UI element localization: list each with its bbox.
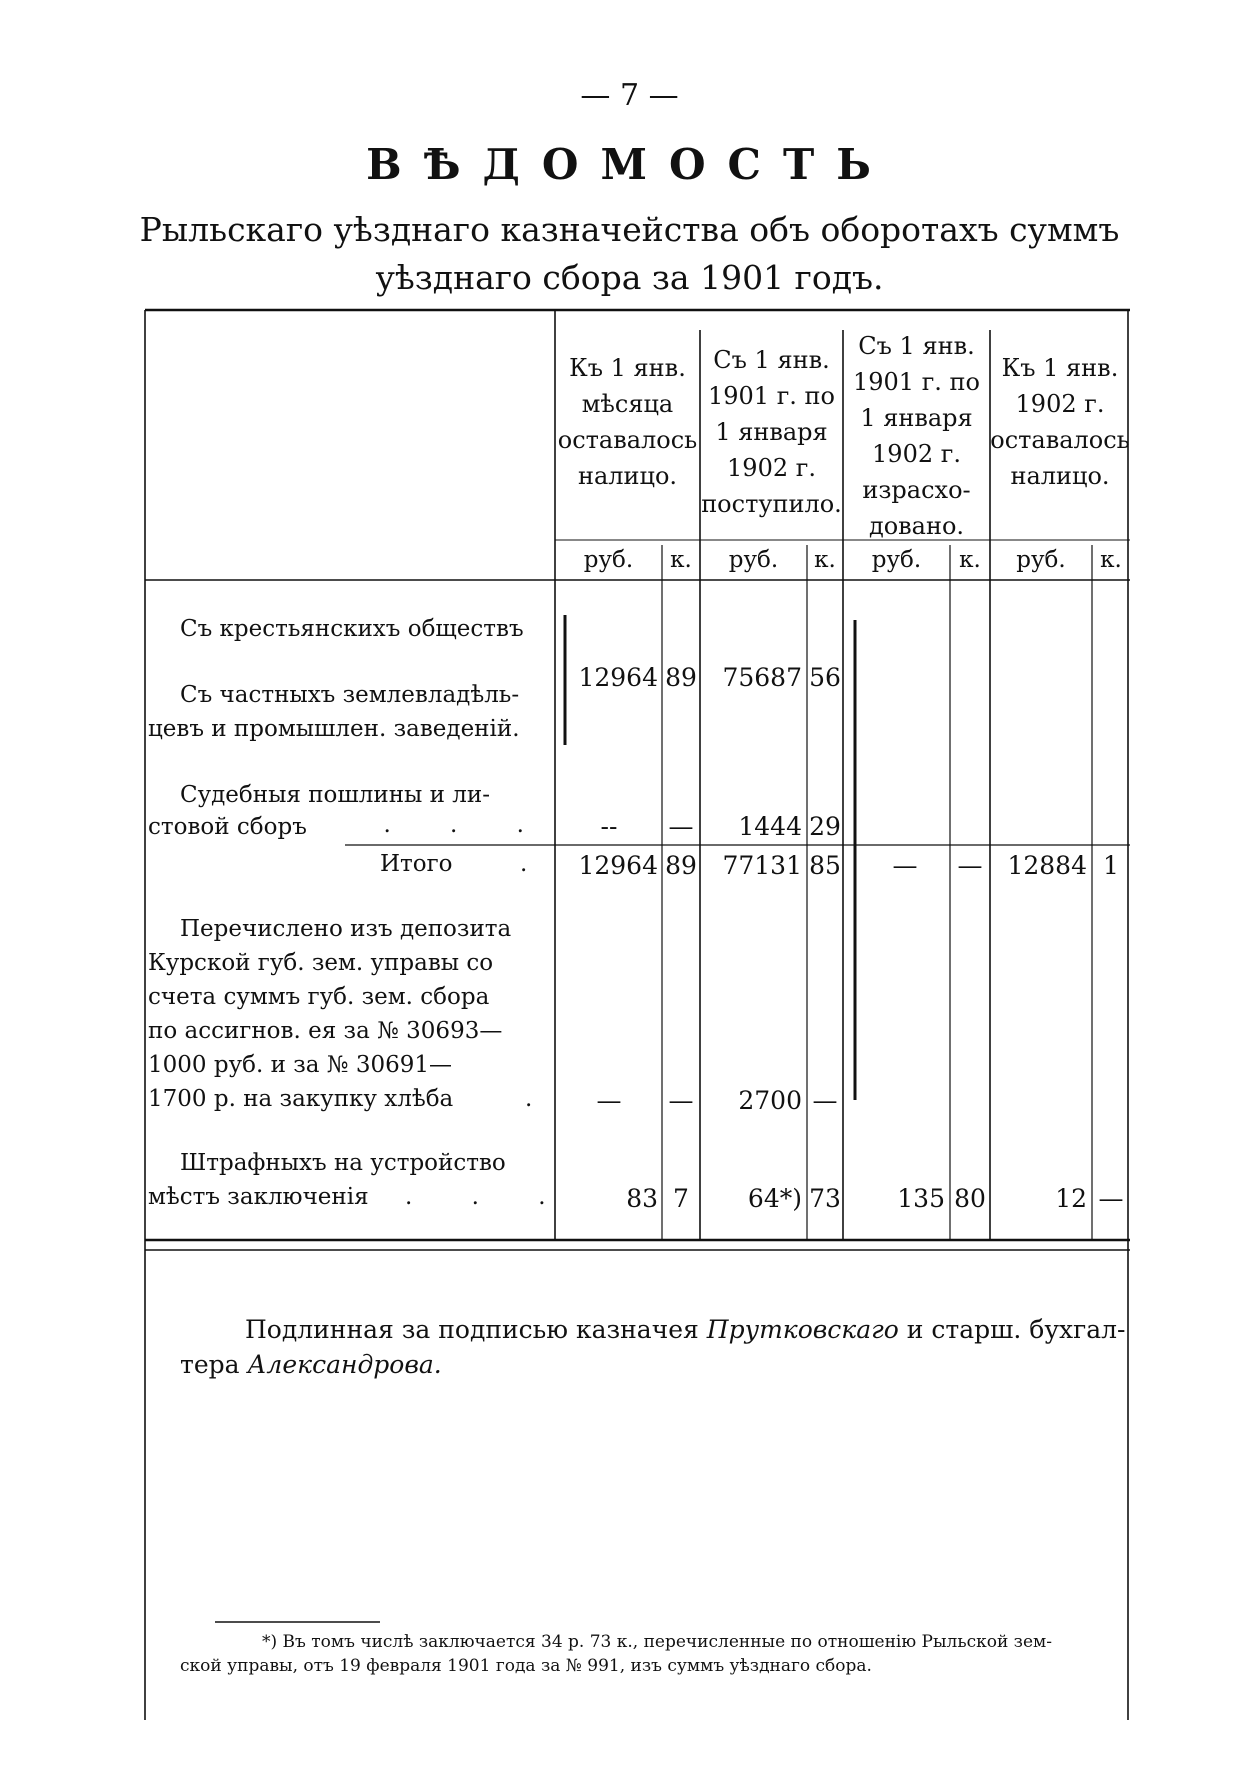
row-label-court-1: Судебныя пошлины и ли- — [180, 782, 491, 808]
unit-rub-col-4: руб. — [1016, 547, 1066, 573]
cell-transfer-c2-kop: — — [812, 1086, 838, 1115]
note-line-2: тера Александрова. — [180, 1350, 442, 1379]
cell-total-c2-rub: 77131 — [722, 851, 802, 880]
cell-fines-c3-kop: 80 — [954, 1184, 986, 1213]
cell-total-c2-kop: 85 — [809, 851, 841, 880]
row-transfer-dots: . — [525, 1086, 533, 1112]
row-label-transfer-5: 1000 руб. и за № 30691— — [148, 1052, 453, 1078]
cell-total-c1-kop: 89 — [665, 851, 697, 880]
cell-court-c2-rub: 1444 — [738, 812, 802, 841]
unit-kop-col-1: к. — [670, 547, 692, 573]
cell-total-c3-kop: — — [957, 851, 983, 880]
header-col-2: Съ 1 янв. 1901 г. по 1 января 1902 г. поступило. — [701, 346, 842, 518]
row-label-peasant: Съ крестьянскихъ обществъ — [180, 616, 524, 642]
cell-fines-c2-rub: 64*) — [747, 1184, 802, 1213]
cell-court-c1-kop: — — [668, 812, 694, 841]
unit-kop-col-4: к. — [1100, 547, 1122, 573]
row-label-private-1: Съ частныхъ землевладѣль- — [180, 682, 520, 708]
row-label-transfer-3: счета суммъ губ. зем. сбора — [148, 984, 490, 1010]
page-number: — 7 — — [580, 78, 679, 113]
cell-transfer-c1-kop: — — [668, 1086, 694, 1115]
cell-fines-c2-kop: 73 — [809, 1184, 841, 1213]
row-fines-dots: . . . — [405, 1184, 572, 1210]
cell-total-c4-kop: 1 — [1103, 851, 1119, 880]
row-label-fines-1: Штрафныхъ на устройство — [180, 1150, 506, 1176]
unit-rub-col-3: руб. — [871, 547, 922, 573]
subtitle-line-1: Рыльскаго уѣзднаго казначейства объ оборотахъ суммъ — [139, 210, 1120, 249]
footnote-line-1: *) Въ томъ числѣ заключается 34 р. 73 к., перечисленные по отношенію Рыльской зем- — [262, 1632, 1052, 1652]
header-col-3: Съ 1 янв. 1901 г. по 1 января 1902 г. израсхо- довано. — [853, 332, 980, 540]
cell-court-c1-rub: -- — [600, 812, 618, 841]
cell-combined-c2-rub: 75687 — [722, 663, 802, 692]
row-label-fines-2: мѣстъ заключенія — [148, 1184, 369, 1210]
treasurer-name: Прутковскаго — [706, 1315, 899, 1344]
document-title: ВѢДОМОСТЬ — [366, 140, 893, 189]
row-label-transfer-6: 1700 р. на закупку хлѣба — [148, 1086, 454, 1112]
cell-transfer-c2-rub: 2700 — [738, 1086, 802, 1115]
cell-court-c2-kop: 29 — [809, 812, 841, 841]
subtitle-line-2: уѣзднаго сбора за 1901 годъ. — [375, 258, 884, 297]
cell-fines-c4-kop: — — [1098, 1184, 1124, 1213]
header-col-1: Къ 1 янв. мѣсяца оставалось налицо. — [557, 354, 698, 490]
row-label-transfer-4: по ассигнов. ея за № 30693— — [148, 1018, 503, 1044]
row-label-court-2: стовой сборъ — [148, 814, 307, 840]
unit-kop-col-2: к. — [814, 547, 836, 573]
cell-combined-c2-kop: 56 — [809, 663, 841, 692]
footnote-line-2: ской управы, отъ 19 февраля 1901 года за № 991, изъ суммъ уѣзднаго сбора. — [180, 1656, 872, 1676]
row-label-total: Итого — [380, 851, 453, 877]
unit-rub-col-2: руб. — [728, 547, 779, 573]
row-label-transfer-2: Курской губ. зем. управы со — [148, 950, 494, 976]
unit-rub-col-1: руб. — [583, 547, 634, 573]
cell-total-c4-rub: 12884 — [1007, 851, 1087, 880]
row-label-private-2: цевъ и промышлен. заведеній. — [148, 716, 520, 742]
cell-total-c1-rub: 12964 — [578, 851, 658, 880]
cell-fines-c4-rub: 12 — [1055, 1184, 1087, 1213]
cell-fines-c1-rub: 83 — [626, 1184, 658, 1213]
cell-fines-c3-rub: 135 — [897, 1184, 945, 1213]
cell-combined-c1-rub: 12964 — [578, 663, 658, 692]
accountant-name: Александрова. — [247, 1350, 442, 1379]
row-label-transfer-1: Перечислено изъ депозита — [180, 916, 512, 942]
note-line-1: Подлинная за подписью казначея Прутковскаго и старш. бухгал- — [245, 1315, 1126, 1344]
header-col-4: Къ 1 янв. 1902 г. оставалось налицо. — [990, 354, 1130, 490]
unit-kop-col-3: к. — [959, 547, 981, 573]
cell-total-c3-rub: — — [892, 851, 918, 880]
cell-combined-c1-kop: 89 — [665, 663, 697, 692]
row-court-dots: . . . — [383, 812, 550, 838]
row-total-dots: . — [520, 851, 528, 877]
cell-fines-c1-kop: 7 — [673, 1184, 689, 1213]
cell-transfer-c1-rub: — — [596, 1086, 622, 1115]
